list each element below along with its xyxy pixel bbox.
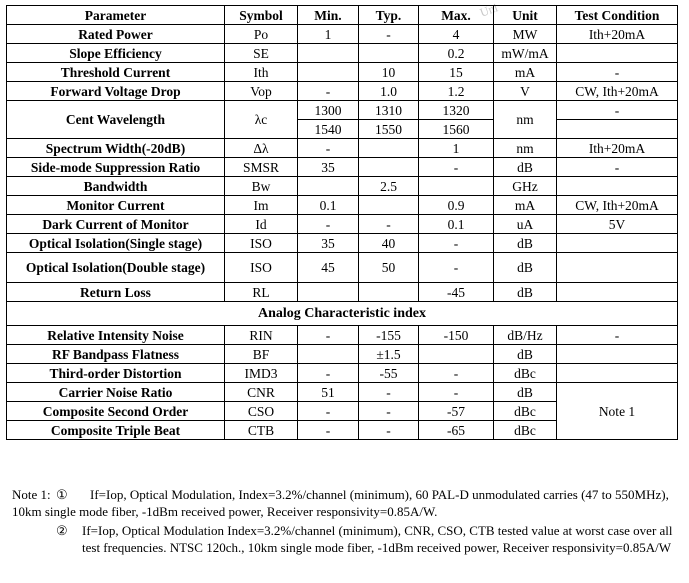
table-row: [7, 25, 678, 44]
cell-symbol: CNR: [225, 383, 298, 402]
cell-max: -: [419, 158, 494, 177]
table-row: [7, 234, 678, 253]
table-row: [7, 158, 678, 177]
cell-typ: 2.5: [359, 177, 419, 196]
cell-max: -: [419, 253, 494, 283]
col-header-symbol: Symbol: [225, 6, 298, 25]
cell-symbol: λc: [225, 101, 298, 139]
cell-condition: CW, Ith+20mA: [557, 196, 678, 215]
note-label: Note 1:: [12, 487, 51, 502]
cell-condition: 5V: [557, 215, 678, 234]
cell-param: Return Loss: [7, 283, 225, 302]
cell-symbol: BF: [225, 345, 298, 364]
cell-max: 1320: [419, 101, 494, 120]
table-row: [7, 283, 678, 302]
cell-symbol: RIN: [225, 326, 298, 345]
cell-condition: Ith+20mA: [557, 139, 678, 158]
cell-symbol: SMSR: [225, 158, 298, 177]
cell-max: 1: [419, 139, 494, 158]
cell-min: [298, 63, 359, 82]
cell-symbol: Id: [225, 215, 298, 234]
cell-param: Monitor Current: [7, 196, 225, 215]
cell-condition: [557, 364, 678, 383]
cell-min: 35: [298, 234, 359, 253]
cell-param: Dark Current of Monitor: [7, 215, 225, 234]
cell-typ: 40: [359, 234, 419, 253]
cell-unit: mA: [494, 63, 557, 82]
cell-param: Composite Triple Beat: [7, 421, 225, 440]
cell-min: 1540: [298, 120, 359, 139]
cell-param: Cent Wavelength: [7, 101, 225, 139]
cell-condition: [557, 234, 678, 253]
col-header-unit: Unit: [494, 6, 557, 25]
cell-max: 1.2: [419, 82, 494, 101]
cell-symbol: CTB: [225, 421, 298, 440]
notes: [12, 487, 684, 556]
watermark: Uni: [477, 0, 500, 20]
cell-unit: uA: [494, 215, 557, 234]
cell-typ: [359, 44, 419, 63]
cell-condition: [557, 345, 678, 364]
cell-param: Bandwidth: [7, 177, 225, 196]
cell-symbol: Δλ: [225, 139, 298, 158]
cell-max: 1560: [419, 120, 494, 139]
cell-symbol: Im: [225, 196, 298, 215]
cell-typ: [359, 158, 419, 177]
cell-typ: [359, 196, 419, 215]
cell-typ: -: [359, 421, 419, 440]
cell-param: Forward Voltage Drop: [7, 82, 225, 101]
cell-min: -: [298, 364, 359, 383]
cell-min: -: [298, 139, 359, 158]
cell-max: [419, 345, 494, 364]
cell-param: RF Bandpass Flatness: [7, 345, 225, 364]
cell-typ: -: [359, 402, 419, 421]
cell-condition-note1: Note 1: [557, 383, 678, 440]
note-2-text: If=Iop, Optical Modulation Index=3.2%/channel (minimum), CNR, CSO, CTB tested value at worst case over all test frequencies. NTSC 120ch., 10km single mode fiber, -1dBm received power, Receiver responsivity=0.85A/W: [82, 523, 673, 555]
cell-condition: Ith+20mA: [557, 25, 678, 44]
cell-symbol: RL: [225, 283, 298, 302]
cell-param: Relative Intensity Noise: [7, 326, 225, 345]
section-title: Analog Characteristic index: [7, 302, 678, 326]
cell-min: -: [298, 82, 359, 101]
cell-condition: -: [557, 326, 678, 345]
table-row: [7, 196, 678, 215]
cell-unit: dB: [494, 283, 557, 302]
cell-max: 0.2: [419, 44, 494, 63]
cell-unit: dBc: [494, 421, 557, 440]
cell-unit: dB: [494, 383, 557, 402]
cell-typ: -: [359, 383, 419, 402]
cell-unit: dB: [494, 345, 557, 364]
cell-max: 0.1: [419, 215, 494, 234]
cell-symbol: Ith: [225, 63, 298, 82]
cell-param: Rated Power: [7, 25, 225, 44]
cell-unit: dBc: [494, 402, 557, 421]
cell-max: -65: [419, 421, 494, 440]
table-row: [7, 364, 678, 383]
cell-min: [298, 177, 359, 196]
cell-min: -: [298, 421, 359, 440]
spec-table: [6, 5, 678, 440]
cell-min: [298, 345, 359, 364]
col-header-typ: Typ.: [359, 6, 419, 25]
cell-param: Side-mode Suppression Ratio: [7, 158, 225, 177]
cell-typ: [359, 283, 419, 302]
cell-condition: -: [557, 158, 678, 177]
cell-param: Optical Isolation(Single stage): [7, 234, 225, 253]
col-header-test-condition: Test Condition: [557, 6, 678, 25]
cell-max: -: [419, 364, 494, 383]
cell-condition: -: [557, 63, 678, 82]
cell-typ: -155: [359, 326, 419, 345]
cell-typ: -55: [359, 364, 419, 383]
cell-typ: -: [359, 25, 419, 44]
cell-typ: 10: [359, 63, 419, 82]
cell-typ: 50: [359, 253, 419, 283]
cell-unit: dBc: [494, 364, 557, 383]
cell-param: Third-order Distortion: [7, 364, 225, 383]
cell-condition: [557, 283, 678, 302]
cell-symbol: ISO: [225, 253, 298, 283]
cell-unit: nm: [494, 139, 557, 158]
cell-min: 1: [298, 25, 359, 44]
cell-max: -57: [419, 402, 494, 421]
cell-param: Threshold Current: [7, 63, 225, 82]
note-1: [12, 487, 684, 520]
cell-symbol: CSO: [225, 402, 298, 421]
header-row: [7, 6, 678, 25]
cell-condition: [557, 253, 678, 283]
cell-unit: mA: [494, 196, 557, 215]
cell-typ: 1310: [359, 101, 419, 120]
cell-min: 1300: [298, 101, 359, 120]
cell-max: -45: [419, 283, 494, 302]
cell-min: -: [298, 402, 359, 421]
cell-min: -: [298, 326, 359, 345]
cell-min: 0.1: [298, 196, 359, 215]
cell-symbol: Bw: [225, 177, 298, 196]
cell-typ: 1.0: [359, 82, 419, 101]
cell-param: Carrier Noise Ratio: [7, 383, 225, 402]
cell-unit: nm: [494, 101, 557, 139]
cell-symbol: SE: [225, 44, 298, 63]
cell-min: 35: [298, 158, 359, 177]
table-row: [7, 63, 678, 82]
cell-unit: dB: [494, 158, 557, 177]
cell-unit: dB/Hz: [494, 326, 557, 345]
cell-unit: dB: [494, 253, 557, 283]
cell-max: 15: [419, 63, 494, 82]
cell-param: Spectrum Width(-20dB): [7, 139, 225, 158]
cell-condition: [557, 120, 678, 139]
cell-typ: [359, 139, 419, 158]
cell-symbol: IMD3: [225, 364, 298, 383]
cell-max: [419, 177, 494, 196]
cell-min: 45: [298, 253, 359, 283]
cell-condition: CW, Ith+20mA: [557, 82, 678, 101]
cell-typ: ±1.5: [359, 345, 419, 364]
note-1-text: If=Iop, Optical Modulation, Index=3.2%/channel (minimum), 60 PAL-D unmodulated carries (47 to 550MHz), 10km single mode fiber, -1dBm received power, Receiver responsivity=0.85A/W.: [12, 487, 669, 519]
cell-max: -150: [419, 326, 494, 345]
cell-unit: GHz: [494, 177, 557, 196]
cell-symbol: Vop: [225, 82, 298, 101]
cell-unit: V: [494, 82, 557, 101]
cell-min: 51: [298, 383, 359, 402]
note-2: [12, 523, 684, 556]
cell-unit: MW: [494, 25, 557, 44]
table-row: [7, 383, 678, 402]
table-row: [7, 326, 678, 345]
cell-max: -: [419, 234, 494, 253]
cell-max: 4: [419, 25, 494, 44]
col-header-min: Min.: [298, 6, 359, 25]
cell-min: [298, 44, 359, 63]
cell-max: -: [419, 383, 494, 402]
table-row: [7, 101, 678, 120]
note-1-marker: ①: [56, 487, 68, 502]
col-header-parameter: Parameter: [7, 6, 225, 25]
table-row: [7, 44, 678, 63]
cell-max: 0.9: [419, 196, 494, 215]
table-row: [7, 345, 678, 364]
cell-param: Optical Isolation(Double stage): [7, 253, 225, 283]
cell-typ: -: [359, 215, 419, 234]
table-row: [7, 215, 678, 234]
cell-symbol: ISO: [225, 234, 298, 253]
cell-param: Slope Efficiency: [7, 44, 225, 63]
cell-unit: mW/mA: [494, 44, 557, 63]
section-row: [7, 302, 678, 326]
col-header-max: Max.: [419, 6, 494, 25]
table-row: [7, 253, 678, 283]
cell-condition: -: [557, 101, 678, 120]
table-row: [7, 177, 678, 196]
cell-min: -: [298, 215, 359, 234]
cell-typ: 1550: [359, 120, 419, 139]
cell-unit: dB: [494, 234, 557, 253]
cell-condition: [557, 44, 678, 63]
cell-condition: [557, 177, 678, 196]
note-2-marker: ②: [56, 523, 68, 538]
cell-symbol: Po: [225, 25, 298, 44]
table-row: [7, 139, 678, 158]
cell-min: [298, 283, 359, 302]
cell-param: Composite Second Order: [7, 402, 225, 421]
table-row: [7, 82, 678, 101]
